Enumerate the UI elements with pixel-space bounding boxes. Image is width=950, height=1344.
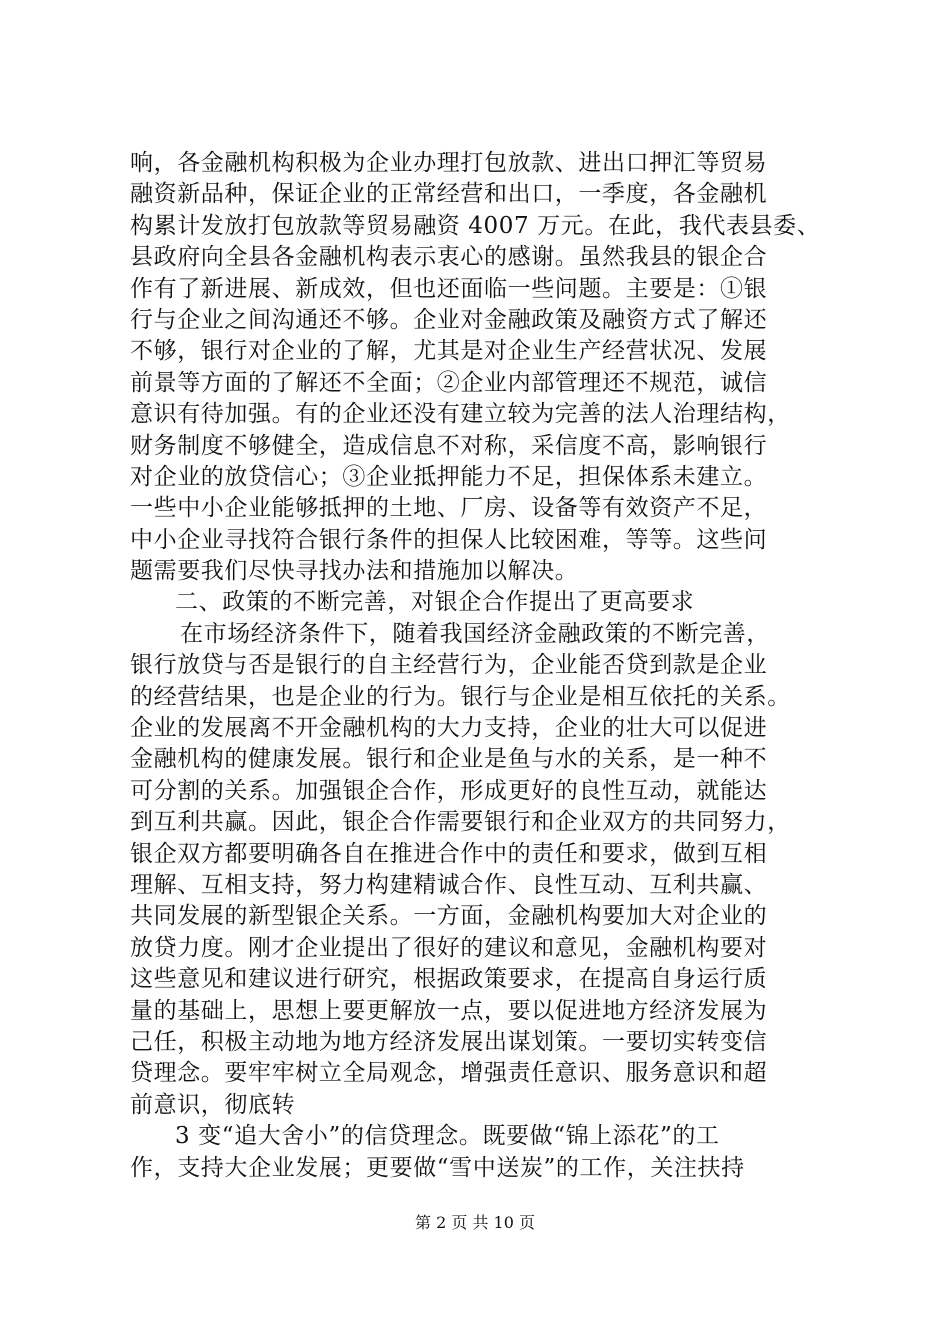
text-line: 己任，积极主动地为地方经济发展出谋划策。一要切实转变信 (130, 1028, 768, 1055)
page-number-label: 第 2 页 共 10 页 (415, 1213, 535, 1232)
text-line: 银企双方都要明确各自在推进合作中的责任和要求，做到互相 (130, 840, 768, 867)
text-line: 贷理念。要牢牢树立全局观念，增强责任意识、服务意识和超 (130, 1060, 768, 1087)
text-line: 融资新品种，保证企业的正常经营和出口，一季度，各金融机 (130, 181, 768, 208)
text-line: 构累计发放打包放款等贸易融资 4007 万元。在此，我代表县委、 (130, 212, 821, 239)
text-line: 放贷力度。刚才企业提出了很好的建议和意见，金融机构要对 (130, 934, 768, 961)
text-line: 不够，银行对企业的了解，尤其是对企业生产经营状况、发展 (130, 338, 768, 365)
text-line: 对企业的放贷信心；③企业抵押能力不足，担保体系未建立。 (130, 463, 768, 490)
text-line: 这些意见和建议进行研究，根据政策要求，在提高自身运行质 (130, 966, 768, 993)
text-line: 一些中小企业能够抵押的土地、厂房、设备等有效资产不足， (130, 495, 768, 522)
text-line: 到互利共赢。因此，银企合作需要银行和企业双方的共同努力， (130, 809, 791, 836)
text-line: 量的基础上，思想上要更解放一点，要以促进地方经济发展为 (130, 997, 768, 1024)
section-heading: 二、政策的不断完善，对银企合作提出了更高要求 (175, 589, 695, 616)
text-line: 行与企业之间沟通还不够。企业对金融政策及融资方式了解还 (130, 306, 768, 333)
text-line: 可分割的关系。加强银企合作，形成更好的良性互动，就能达 (130, 777, 768, 804)
text-line: 前景等方面的了解还不全面；②企业内部管理还不规范，诚信 (130, 369, 768, 396)
text-line: 金融机构的健康发展。银行和企业是鱼与水的关系，是一种不 (130, 746, 768, 773)
text-line: 理解、互相支持，努力构建精诚合作、良性互动、互利共赢、 (130, 871, 768, 898)
text-line: 题需要我们尽快寻找办法和措施加以解决。 (130, 558, 579, 585)
text-line: 县政府向全县各金融机构表示衷心的感谢。虽然我县的银企合 (130, 244, 768, 271)
text-line: 共同发展的新型银企关系。一方面，金融机构要加大对企业的 (130, 903, 768, 930)
text-line: 作有了新进展、新成效，但也还面临一些问题。主要是：①银 (130, 275, 768, 302)
text-line: 作，支持大企业发展；更要做“雪中送炭”的工作，关注扶持 (130, 1154, 745, 1181)
text-line: 银行放贷与否是银行的自主经营行为，企业能否贷到款是企业 (130, 652, 768, 679)
text-line: 响，各金融机构积极为企业办理打包放款、进出口押汇等贸易 (130, 150, 768, 176)
page-footer (0, 1213, 950, 1233)
paragraph-first-line: 在市场经济条件下，随着我国经济金融政策的不断完善， (180, 620, 770, 647)
text-line: 前意识，彻底转 (130, 1091, 296, 1118)
text-line: 中小企业寻找符合银行条件的担保人比较困难，等等。这些问 (130, 526, 768, 553)
document-body (130, 148, 830, 1184)
text-line: 意识有待加强。有的企业还没有建立较为完善的法人治理结构， (130, 401, 791, 428)
text-line: 企业的发展离不开金融机构的大力支持，企业的壮大可以促进 (130, 715, 768, 742)
paragraph-first-line: 3 变“追大舍小”的信贷理念。既要做“锦上添花”的工 (175, 1123, 720, 1150)
text-line: 的经营结果，也是企业的行为。银行与企业是相互依托的关系。 (130, 683, 791, 710)
text-line: 财务制度不够健全，造成信息不对称，采信度不高，影响银行 (130, 432, 768, 459)
